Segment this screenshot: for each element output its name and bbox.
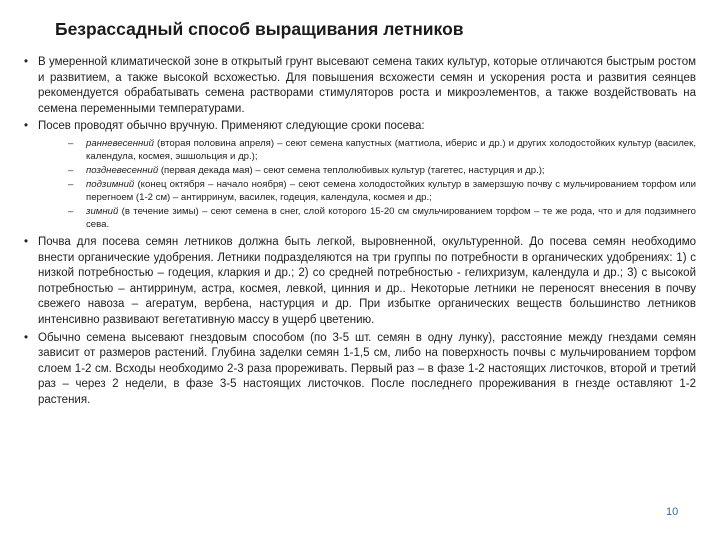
sub-item-term: зимний — [86, 205, 119, 217]
sub-item-text: (первая декада мая) – сеют семена теплолюбивых культур (тагетес, настурция и др.); — [158, 164, 545, 176]
sub-item-term: поздневесенний — [86, 164, 159, 176]
sub-item-text: (вторая половина апреля) – сеют семена капустных (маттиола, иберис и др.) и других холодостойких культур (василек, календула, космея, эшшольция и др.); — [86, 137, 696, 162]
bullet-item — [24, 55, 696, 117]
dash-marker: – — [68, 205, 74, 217]
bullet-marker: • — [24, 120, 29, 133]
bullet-marker: • — [24, 56, 29, 68]
sub-item-term: подзимний — [86, 178, 135, 190]
dash-marker: – — [68, 164, 74, 176]
dash-marker: – — [68, 137, 74, 149]
bullet-marker: • — [24, 235, 29, 248]
bullet-item — [24, 119, 696, 135]
sub-item — [24, 205, 696, 231]
dash-marker: – — [68, 178, 74, 190]
bullet-marker: • — [24, 331, 29, 344]
sub-item — [24, 137, 696, 163]
bullet-item — [24, 235, 696, 329]
page-number: 10 — [666, 506, 679, 518]
slide-title: Безрассадный способ выращивания летников — [55, 19, 464, 39]
sub-item-text: (в течение зимы) – сеют семена в снег, слой которого 15-20 см смульчированием торфом – те же рода, что и для подзимнего сева. — [86, 205, 696, 230]
sub-item — [24, 164, 696, 177]
bullet-text: В умеренной климатической зоне в открытый грунт высевают семена таких культур, которые отличаются быстрым ростом и развитием, а также высокой всхожестью. Для повышения всхожести семян и ускорения роста и развития сеянцев рекомендуется обрабатывать семена растворами стимуляторов роста и микроэлементов, а также воздействовать на семена переменными температурами. — [38, 56, 696, 115]
bullet-text: Обычно семена высевают гнездовым способом (по 3-5 шт. семян в одну лунку), расстояние между гнездами семян зависит от размеров растений. Глубина заделки семян 1-1,5 см, либо на поверхность почвы с мульчированием торфом слоем 1-2 см. Всходы необходимо 2-3 раза прореживать. Первый раз – в фазе 1-2 настоящих листочков, второй и третий раз – через 2 недели, в фазе 3-5 настоящих листочков. После последнего прореживания в гнезде оставляют 1-2 растения. — [38, 331, 696, 406]
bullet-text: Посев проводят обычно вручную. Применяют следующие сроки посева: — [38, 120, 425, 133]
bullet-text: Почва для посева семян летников должна быть легкой, выровненной, окультуренной. До посева семян необходимо внести органические удобрения. Летники подразделяются на три группы по потребности в органических удобрениях: 1) с низкой потребностью – годеция, кларкия и др.; 2) со средней потребностью - гелихризум, календула и др.; 3) с высокой потребностью – антирринум, астра, космея, левкой, цинния и др.. Некоторые летники не переносят внесения в почву свежего навоза – агератум, вербена, настурция и др. При избытке органических веществ большинство летников интенсивно развивают вегетативную массу в ущерб цветению. — [38, 235, 696, 326]
sub-item-text: (конец октября – начало ноября) – сеют семена холодостойких культур в замерзшую почву с мульчированием торфом или перегноем (1-2 см) – антирринум, василек, годеция, календула, космея и др.; — [86, 178, 696, 203]
bullet-item — [24, 331, 696, 409]
sub-item — [24, 178, 696, 204]
slide-content — [24, 55, 696, 411]
sub-item-term: ранневесенний — [86, 137, 154, 149]
sowing-terms-list — [24, 137, 696, 231]
